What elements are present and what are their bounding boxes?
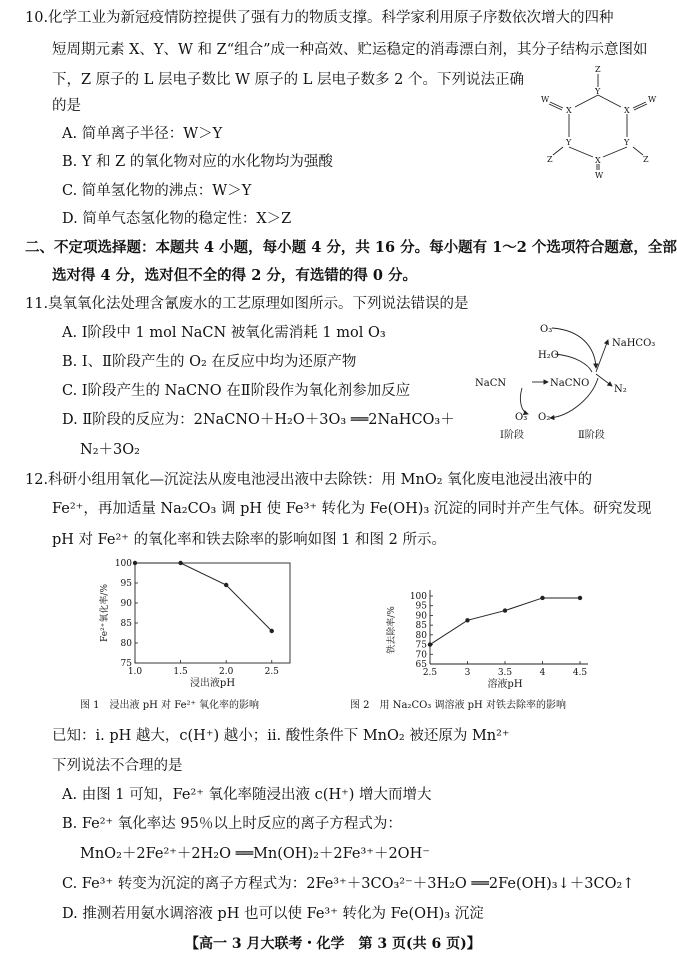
y-tick-label: 85 — [120, 619, 132, 629]
y-tick-label: 75 — [415, 640, 427, 651]
y-axis-label: 铁去除率/% — [387, 606, 397, 654]
y-tick-label: 80 — [120, 639, 132, 649]
q11-option-a: A. Ⅰ阶段中 1 mol NaCN 被氧化需消耗 1 mol O₃ — [62, 325, 386, 341]
diagram-nacn: NaCN — [475, 378, 507, 389]
diagram-stage1: Ⅰ阶段 — [500, 430, 524, 441]
q11-option-b: B. Ⅰ、Ⅱ阶段产生的 O₂ 在反应中均为还原产物 — [62, 354, 357, 370]
y-tick-label: 70 — [415, 650, 427, 661]
q12-option-b: B. Fe²⁺ 氧化率达 95％以上时反应的离子方程式为： — [62, 816, 402, 832]
q10-stem-line3: 下，Z 原子的 L 层电子数比 W 原子的 L 层电子数多 2 个。下列说法正确 — [52, 72, 524, 88]
diagram-h2o: H₂O — [538, 350, 559, 361]
q10-stem-line2: 短周期元素 X、Y、W 和 Z“组合”成一种高效、贮运稳定的消毒漂白剂，其分子结构示意图如 — [52, 42, 648, 58]
q11-option-c: C. Ⅰ阶段产生的 NaCNO 在Ⅱ阶段作为氧化剂参加反应 — [62, 383, 411, 399]
q10-option-d: D. 简单气态氢化物的稳定性：X＞Z — [62, 211, 292, 227]
data-point — [133, 561, 137, 565]
q12-option-c: C. Fe³⁺ 转变为沉淀的离子方程式为：2Fe³⁺＋3CO₃²⁻＋3H₂O ══2Fe(OH)₃↓＋3CO₂↑ — [62, 876, 635, 892]
mol-atom-x-bottom: X — [595, 156, 601, 165]
diagram-o3-top: O₃ — [540, 324, 553, 335]
data-point — [428, 642, 432, 646]
q10-option-a: A. 简单离子半径：W＞Y — [62, 126, 223, 142]
mol-atom-z-right: Z — [643, 155, 649, 164]
q11-option-d: D. Ⅱ阶段的反应为：2NaCNO＋H₂O＋3O₃ ══2NaHCO₃＋ — [62, 412, 455, 428]
x-tick-label: 2.5 — [264, 667, 279, 677]
mol-atom-w-bottom: W — [595, 171, 604, 180]
y-tick-label: 90 — [120, 599, 132, 609]
x-axis-label: 浸出液pH — [189, 678, 236, 689]
diagram-nahco3: NaHCO₃ — [612, 338, 656, 349]
mol-atom-w-right: W — [648, 95, 657, 104]
y-axis-label: Fe²⁺氧化率/% — [100, 583, 110, 643]
chart-iron-removal-rate — [380, 580, 610, 700]
chart-fe2-oxidation-rate — [95, 553, 300, 701]
mol-atom-y-top: Y — [595, 87, 601, 96]
figure1-caption: 图 1 浸出液 pH 对 Fe²⁺ 氧化率的影响 — [80, 700, 259, 711]
y-tick-label: 75 — [120, 659, 132, 669]
section2-heading-line2: 选对得 4 分，选对但不全的得 2 分，有选错的得 0 分。 — [52, 267, 418, 284]
y-tick-label: 100 — [409, 592, 427, 602]
q12-option-d: D. 推测若用氨水调溶液 pH 也可以使 Fe³⁺ 转化为 Fe(OH)₃ 沉淀 — [62, 906, 484, 922]
x-tick-label: 2.5 — [422, 668, 438, 678]
y-tick-label: 90 — [415, 611, 427, 622]
y-tick-label: 95 — [415, 601, 427, 612]
y-tick-label: 85 — [415, 621, 427, 632]
mol-atom-y-left: Y — [566, 138, 572, 147]
q11-option-d-cont: N₂＋3O₂ — [80, 442, 140, 458]
figure2-caption: 图 2 用 Na₂CO₃ 调溶液 pH 对铁去除率的影响 — [350, 700, 566, 711]
diagram-o2: O₂ — [538, 412, 551, 423]
q10-option-c: C. 简单氢化物的沸点：W＞Y — [62, 183, 252, 199]
y-tick-label: 65 — [415, 660, 427, 670]
mol-atom-w-left: W — [541, 95, 550, 104]
x-tick-label: 2.0 — [219, 667, 234, 677]
diagram-o3-bottom: O₃ — [515, 412, 528, 423]
q12-option-b-equation: MnO₂＋2Fe²⁺＋2H₂O ══Mn(OH)₂＋2Fe³⁺＋2OH⁻ — [80, 846, 430, 862]
y-tick-label: 95 — [120, 579, 132, 589]
x-tick-label: 4.5 — [572, 668, 588, 678]
q12-stem-line3: pH 对 Fe²⁺ 的氧化率和铁去除率的影响如图 1 和图 2 所示。 — [52, 532, 446, 548]
q12-known-conditions: 已知：ⅰ. pH 越大，c(H⁺) 越小；ⅱ. 酸性条件下 MnO₂ 被还原为 Mn²⁺ — [52, 728, 510, 744]
data-line — [135, 563, 272, 631]
y-tick-label: 80 — [415, 630, 427, 641]
mol-atom-x-right: X — [624, 106, 630, 115]
diagram-n2: N₂ — [614, 384, 627, 395]
data-point — [540, 596, 544, 600]
q10-option-b: B. Y 和 Z 的氧化物对应的水化物均为强酸 — [62, 154, 333, 170]
x-tick-label: 3 — [464, 668, 471, 678]
ozone-process-diagram — [470, 316, 670, 446]
q12-ask: 下列说法不合理的是 — [52, 758, 183, 774]
x-tick-label: 4 — [539, 668, 546, 678]
diagram-nacno: NaCNO — [550, 378, 590, 389]
molecule-structure-diagram — [535, 62, 665, 182]
mol-atom-y-right: Y — [624, 138, 630, 147]
mol-atom-z-top: Z — [595, 65, 601, 74]
q12-option-a: A. 由图 1 可知，Fe²⁺ 氧化率随浸出液 c(H⁺) 增大而增大 — [62, 787, 432, 803]
data-line — [430, 598, 580, 645]
data-point — [465, 618, 469, 622]
data-point — [578, 596, 582, 600]
data-point — [224, 583, 228, 587]
q10-stem-line4: 的是 — [52, 98, 81, 114]
mol-atom-x-left: X — [566, 106, 572, 115]
data-point — [270, 629, 274, 633]
q12-stem-line1: 12.科研小组用氧化—沉淀法从废电池浸出液中去除铁：用 MnO₂ 氧化废电池浸出液中的 — [25, 472, 593, 488]
x-tick-label: 3.5 — [497, 668, 513, 678]
mol-atom-z-left: Z — [547, 155, 553, 164]
x-axis-label: 溶液pH — [487, 679, 523, 690]
q12-stem-line2: Fe²⁺，再加适量 Na₂CO₃ 调 pH 使 Fe³⁺ 转化为 Fe(OH)₃ 沉淀的同时并产生气体。研究发现 — [52, 501, 652, 517]
data-point — [503, 608, 507, 612]
y-tick-label: 100 — [114, 559, 132, 569]
data-point — [178, 561, 182, 565]
q11-stem: 11.臭氧氧化法处理含氰废水的工艺原理如图所示。下列说法错误的是 — [25, 296, 469, 312]
section2-heading-line1: 二、不定项选择题：本题共 4 小题，每小题 4 分，共 16 分。每小题有 1～2 个选项符合题意，全部 — [25, 239, 677, 256]
q10-stem-line1: 10.化学工业为新冠疫情防控提供了强有力的物质支撑。科学家利用原子序数依次增大的四种 — [25, 10, 614, 26]
x-tick-label: 1.5 — [173, 667, 188, 677]
page-footer: 【高一 3 月大联考・化学 第 3 页(共 6 页)】 — [185, 936, 481, 952]
x-tick-label: 1.0 — [127, 667, 143, 677]
diagram-stage2: Ⅱ阶段 — [578, 430, 605, 441]
